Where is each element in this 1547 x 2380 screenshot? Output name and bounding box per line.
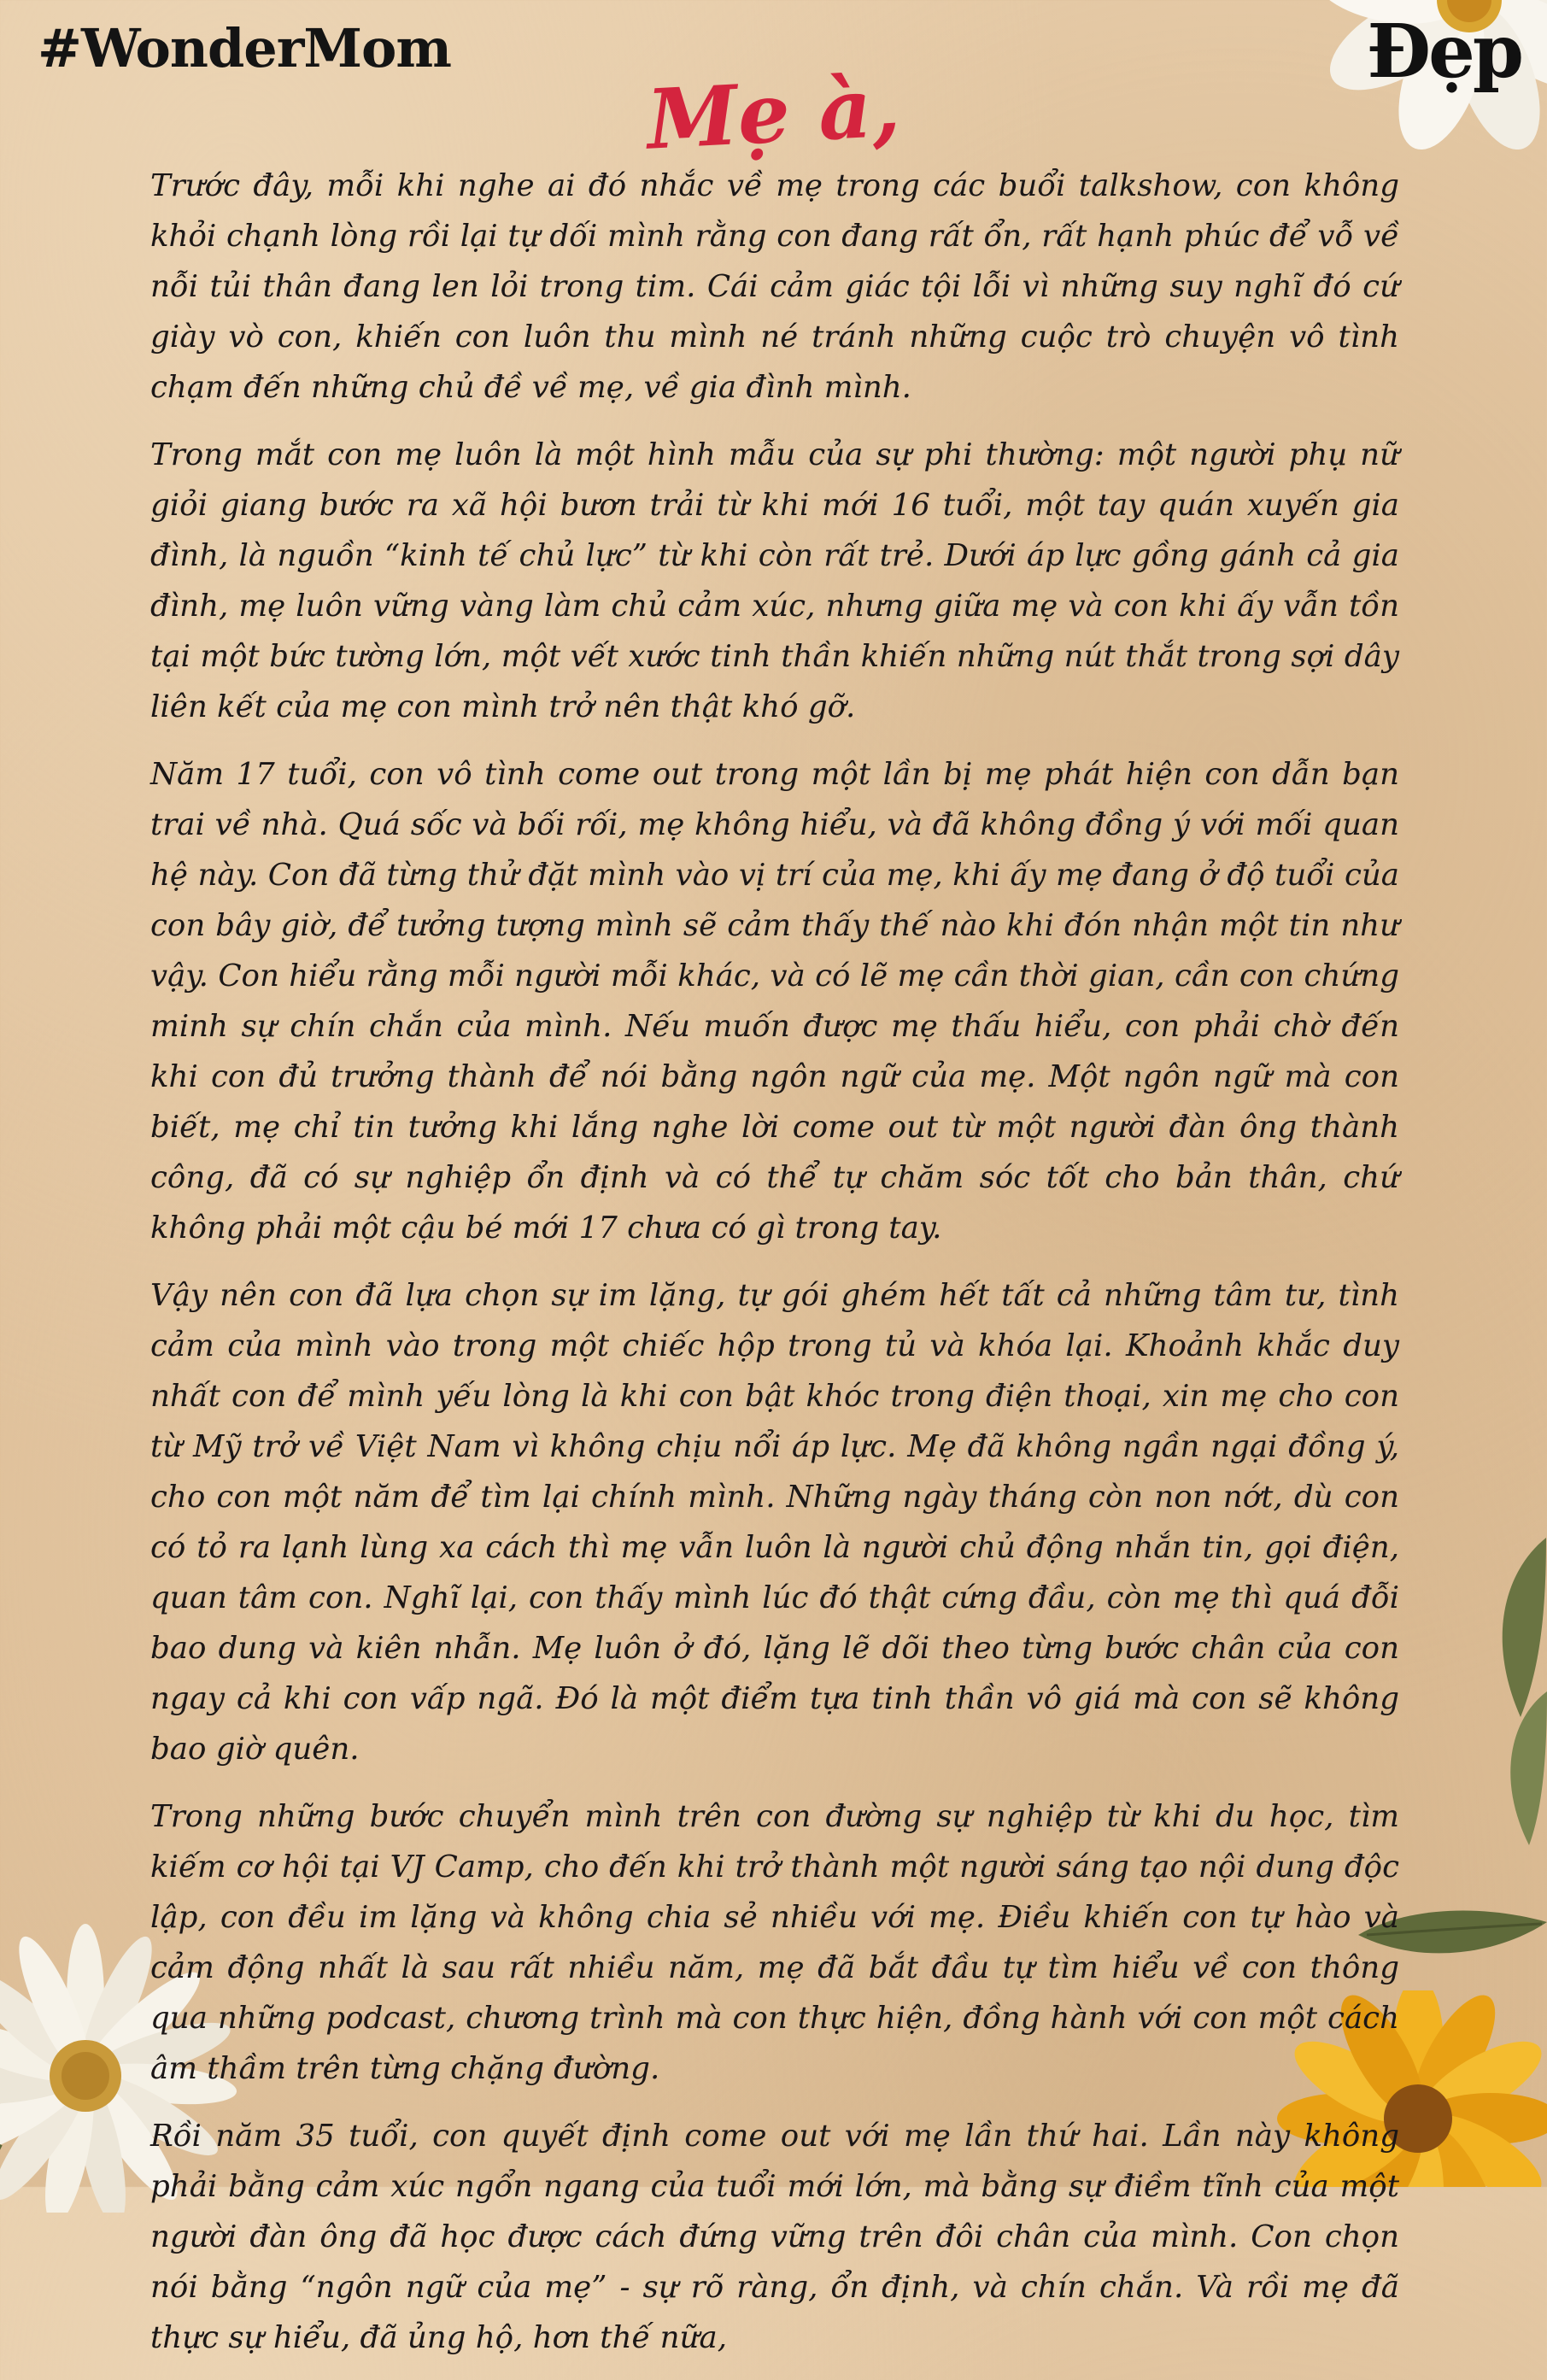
letter-paragraph: Trước đây, mỗi khi nghe ai đó nhắc về mẹ trong các buổi talkshow, con không khỏi chạnh lòng rồi lại tự dối mình rằng con đang rất ổn, rất hạnh phúc để vỗ về nỗi tủi thân đang len lỏi trong tim. Cái cảm giác tội lỗi vì những suy nghĩ đó cứ giày vò con, khiến con luôn thu mình né tránh những cuộc trò chuyện vô tình chạm đến những chủ đề về mẹ, về gia đình mình.	[150, 168, 1399, 405]
brand-logo: Đẹp	[1366, 9, 1521, 95]
letter-paragraph: Vậy nên con đã lựa chọn sự im lặng, tự gói ghém hết tất cả những tâm tư, tình cảm của mình vào trong một chiếc hộp trong tủ và khóa lại. Khoảnh khắc duy nhất con để mình yếu lòng là khi con bật khóc trong điện thoại, xin mẹ cho con từ Mỹ trở về Việt Nam vì không chịu nổi áp lực. Mẹ đã không ngần ngại đồng ý, cho con một năm để tìm lại chính mình. Những ngày tháng còn non nớt, dù con có tỏ ra lạnh lùng xa cách thì mẹ vẫn luôn là người chủ động nhắn tin, gọi điện, quan tâm con. Nghĩ lại, con thấy mình lúc đó thật cứng đầu, còn mẹ thì quá đỗi bao dung và kiên nhẫn. Mẹ luôn ở đó, lặng lẽ dõi theo từng bước chân của con ngay cả khi con vấp ngã. Đó là một điểm tựa tinh thần vô giá mà con sẽ không bao giờ quên.	[150, 1278, 1399, 1767]
letter-paragraph: Trong những bước chuyển mình trên con đường sự nghiệp từ khi du học, tìm kiếm cơ hội tại VJ Camp, cho đến khi trở thành một người sáng tạo nội dung độc lập, con đều im lặng và không chia sẻ nhiều với mẹ. Điều khiến con tự hào và cảm động nhất là sau rất nhiều năm, mẹ đã bắt đầu tự tìm hiểu về con thông qua những podcast, chương trình mà con thực hiện, đồng hành với con một cách âm thầm trên từng chặng đường.	[150, 1799, 1399, 2086]
leaves-right-edge	[1469, 1521, 1547, 1862]
letter-body	[150, 161, 1399, 2380]
letter-paragraph: Trong mắt con mẹ luôn là một hình mẫu của sự phi thường: một người phụ nữ giỏi giang bước ra xã hội bươn trải từ khi mới 16 tuổi, một tay quán xuyến gia đình, là nguồn “kinh tế chủ lực” từ khi còn rất trẻ. Dưới áp lực gồng gánh cả gia đình, mẹ luôn vững vàng làm chủ cảm xúc, nhưng giữa mẹ và con khi ấy vẫn tồn tại một bức tường lớn, một vết xước tinh thần khiến những nút thắt trong sợi dây liên kết của mẹ con mình trở nên thật khó gỡ.	[150, 437, 1399, 724]
letter-greeting: Mẹ à,	[644, 58, 903, 168]
letter-paragraph: Rồi năm 35 tuổi, con quyết định come out với mẹ lần thứ hai. Lần này không phải bằng cảm xúc ngổn ngang của tuổi mới lớn, mà bằng sự điềm tĩnh của một người đàn ông đã học được cách đứng vững trên đôi chân của mình. Con chọn nói bằng “ngôn ngữ của mẹ” - sự rõ ràng, ổn định, và chín chắn. Và rồi mẹ đã thực sự hiểu, đã ủng hộ, hơn thế nữa,	[150, 2119, 1399, 2355]
hashtag-label: #WonderMom	[38, 17, 452, 79]
letter-paragraph: Năm 17 tuổi, con vô tình come out trong một lần bị mẹ phát hiện con dẫn bạn trai về nhà. Quá sốc và bối rối, mẹ không hiểu, và đã không đồng ý với mối quan hệ này. Con đã từng thử đặt mình vào vị trí của mẹ, khi ấy mẹ đang ở độ tuổi của con bây giờ, để tưởng tượng mình sẽ cảm thấy thế nào khi đón nhận một tin như vậy. Con hiểu rằng mỗi người mỗi khác, và có lẽ mẹ cần thời gian, cần con chứng minh sự chín chắn của mình. Nếu muốn được mẹ thấu hiểu, con phải chờ đến khi con đủ trưởng thành để nói bằng ngôn ngữ của mẹ. Một ngôn ngữ mà con biết, mẹ chỉ tin tưởng khi lắng nghe lời come out từ một người đàn ông thành công, đã có sự nghiệp ổn định và có thể tự chăm sóc tốt cho bản thân, chứ không phải một cậu bé mới 17 chưa có gì trong tay.	[150, 757, 1399, 1246]
